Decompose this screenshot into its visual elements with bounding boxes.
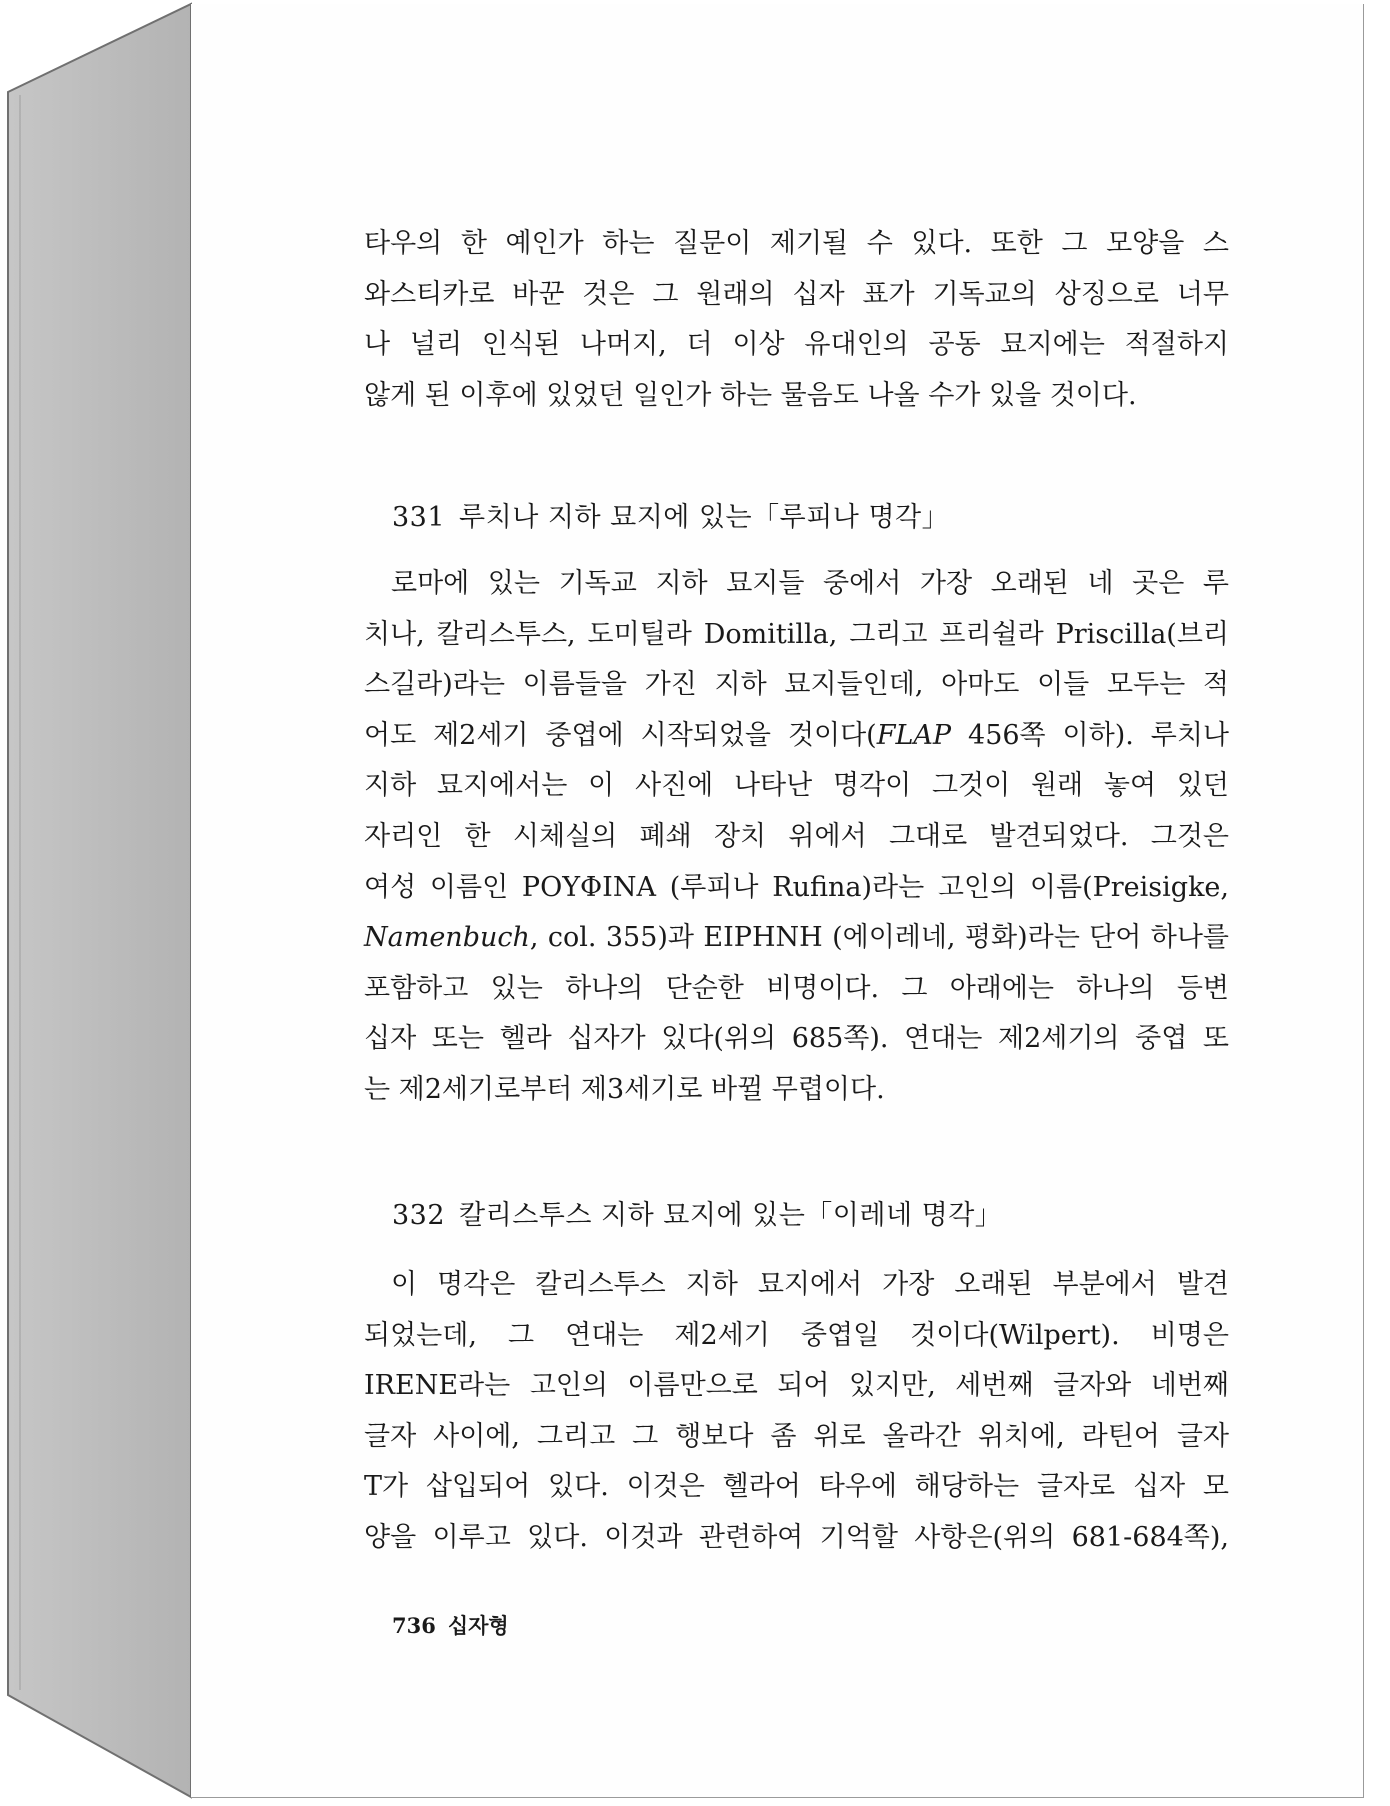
text-line: 양을 이루고 있다. 이것과 관련하여 기억할 사항은(위의 681-684쪽), bbox=[364, 1521, 1229, 1553]
text-line: 로마에 있는 기독교 지하 묘지들 중에서 가장 오래된 네 곳은 루 bbox=[391, 568, 1229, 599]
section-number: 331 bbox=[392, 502, 446, 533]
text-line: 않게 된 이후에 있었던 일인가 하는 물음도 나올 수가 있을 것이다. bbox=[364, 379, 1137, 411]
text-fragment: , col. 355)과 EIPHNH (에이레네, 평화)라는 단어 하나를 bbox=[529, 922, 1229, 954]
text-fragment: 456쪽 이하). 루치나 bbox=[968, 719, 1230, 751]
section-title: 칼리스투스 지하 묘지에 있는「이레네 명각」 bbox=[459, 1200, 1003, 1231]
text-line: 글자 사이에, 그리고 그 행보다 좀 위로 올라간 위치에, 라틴어 글자 bbox=[364, 1420, 1229, 1452]
section-number: 332 bbox=[392, 1200, 446, 1231]
text-line: 타우의 한 예인가 하는 질문이 제기될 수 있다. 또한 그 모양을 스 bbox=[364, 228, 1229, 259]
text-line: T가 삽입되어 있다. 이것은 헬라어 타우에 해당하는 글자로 십자 모 bbox=[364, 1471, 1229, 1503]
text-line: 치나, 칼리스투스, 도미틸라 Domitilla, 그리고 프리쉴라 Priscilla(브리 bbox=[364, 618, 1229, 650]
text-line: 자리인 한 시체실의 폐쇄 장치 위에서 그대로 발견되었다. 그것은 bbox=[364, 820, 1229, 852]
text-line: 되었는데, 그 연대는 제2세기 중엽일 것이다(Wilpert). 비명은 bbox=[364, 1319, 1229, 1351]
text-line bbox=[364, 913, 1229, 964]
page-number: 736 bbox=[392, 1613, 436, 1638]
italic-title: Namenbuch bbox=[364, 922, 530, 954]
text-line: 여성 이름인 POYΦINA (루피나 Rufina)라는 고인의 이름(Preisigke, bbox=[364, 871, 1229, 903]
italic-abbreviation: FLAP bbox=[876, 719, 952, 751]
text-line: 십자 또는 헬라 십자가 있다(위의 685쪽). 연대는 제2세기의 중엽 또 bbox=[364, 1023, 1229, 1055]
section-331-heading bbox=[392, 495, 949, 534]
book-spine-face bbox=[8, 4, 191, 1797]
text-line: IRENE라는 고인의 이름만으로 되어 있지만, 세번째 글자와 네번째 bbox=[364, 1370, 1229, 1402]
text-line: 포함하고 있는 하나의 단순한 비명이다. 그 아래에는 하나의 등변 bbox=[364, 972, 1229, 1004]
text-line bbox=[364, 711, 1229, 762]
section-331-body bbox=[364, 559, 1229, 1116]
page-footer bbox=[392, 1610, 509, 1640]
running-title: 십자형 bbox=[447, 1613, 509, 1638]
text-line: 나 널리 인식된 나머지, 더 이상 유대인의 공동 묘지에는 적절하지 bbox=[364, 329, 1229, 361]
text-line: 스길라)라는 이름들을 가진 지하 묘지들인데, 아마도 이들 모두는 적 bbox=[364, 669, 1229, 701]
text-line: 지하 묘지에서는 이 사진에 나타난 명각이 그것이 원래 놓여 있던 bbox=[364, 770, 1229, 802]
text-line: 이 명각은 칼리스투스 지하 묘지에서 가장 오래된 부분에서 발견 bbox=[391, 1269, 1229, 1300]
intro-paragraph bbox=[364, 219, 1229, 421]
section-332-heading bbox=[392, 1193, 1002, 1232]
section-332-body bbox=[364, 1260, 1229, 1564]
text-fragment: 어도 제2세기 중엽에 시작되었을 것이다( bbox=[364, 719, 877, 751]
text-line: 는 제2세기로부터 제3세기로 바뀔 무렵이다. bbox=[364, 1073, 885, 1105]
text-line: 와스티카로 바꾼 것은 그 원래의 십자 표가 기독교의 상징으로 너무 bbox=[364, 278, 1229, 310]
section-title: 루치나 지하 묘지에 있는「루피나 명각」 bbox=[459, 502, 950, 533]
